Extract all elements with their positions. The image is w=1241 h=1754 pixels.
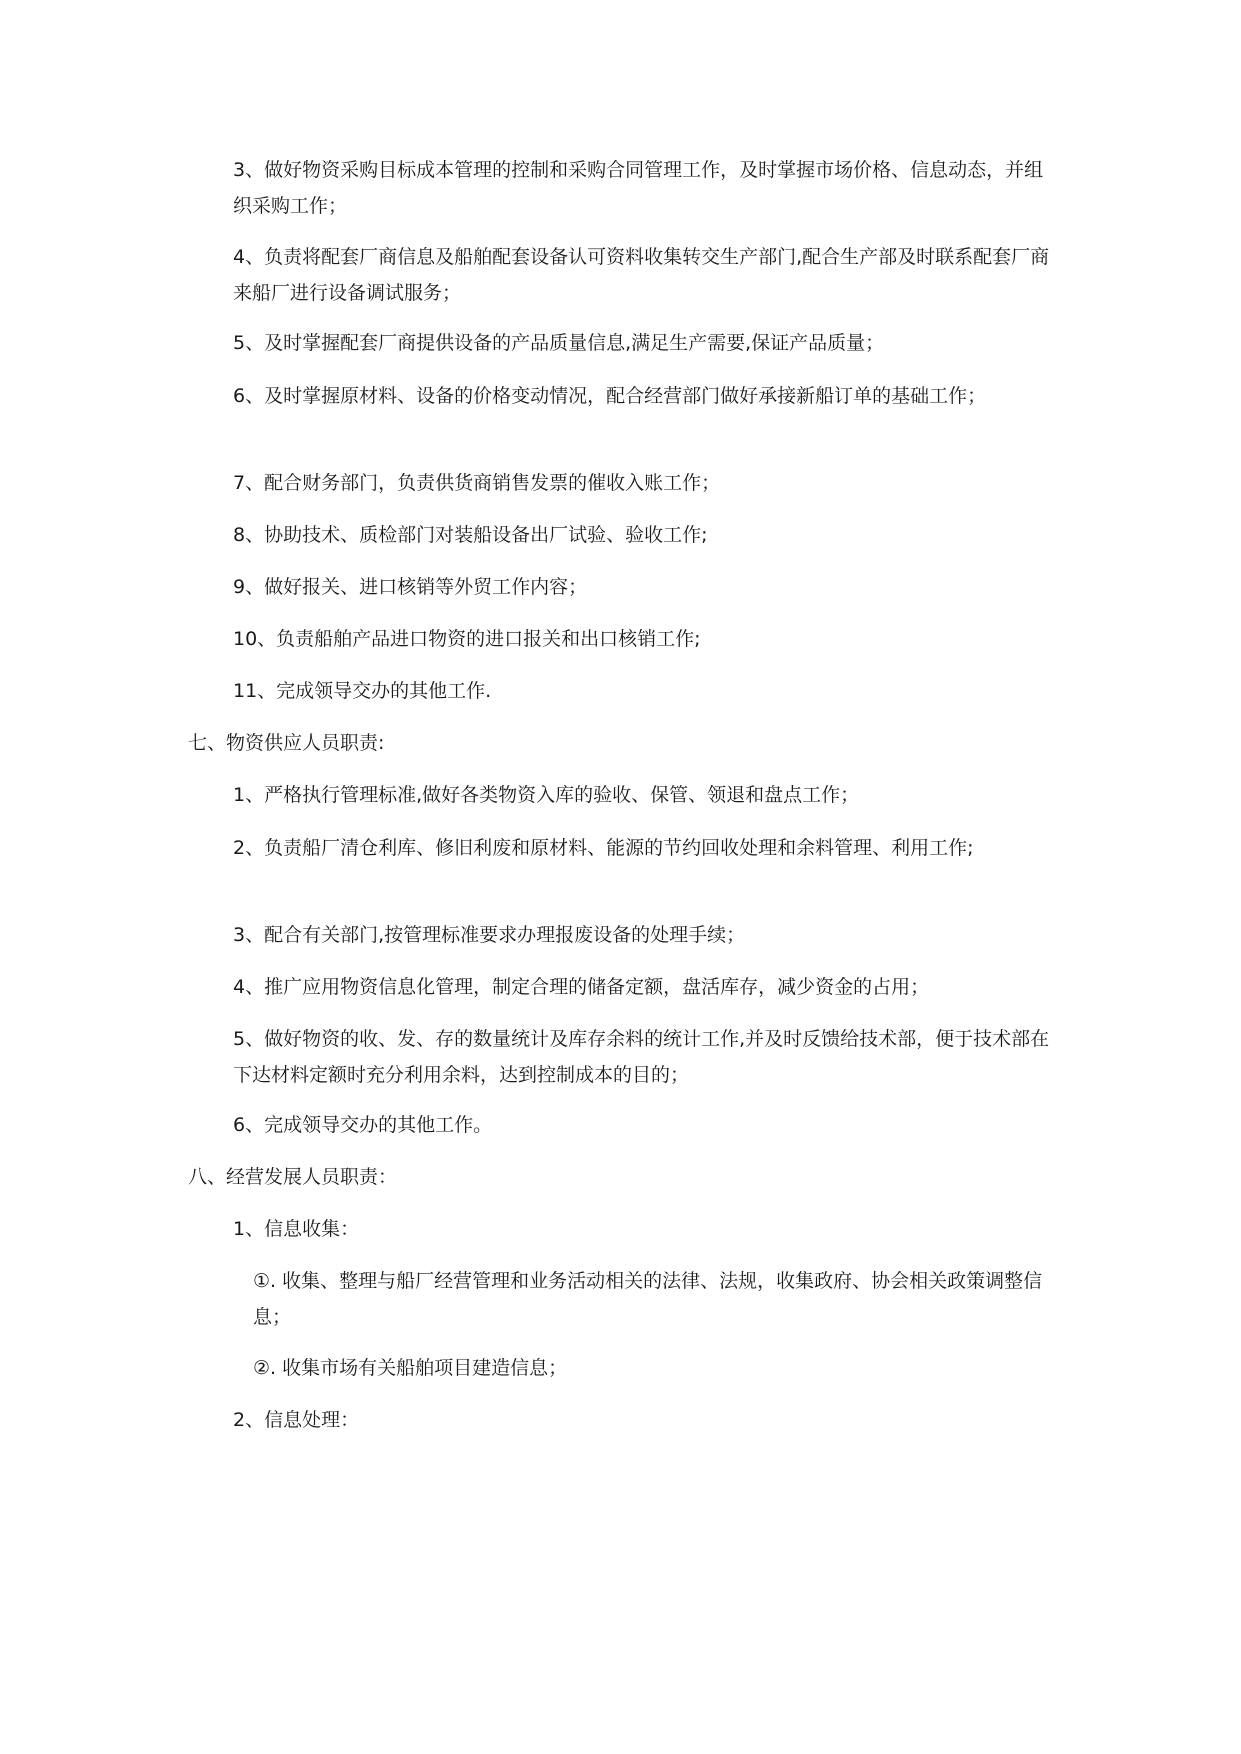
- list-item: 3、配合有关部门,按管理标准要求办理报废设备的处理手续；: [233, 924, 746, 946]
- section-heading: 七、物资供应人员职责:: [188, 732, 385, 754]
- list-item: 2、负责船厂清仓利库、修旧利废和原材料、能源的节约回收处理和余料管理、利用工作;: [233, 837, 974, 859]
- list-item: 6、完成领导交办的其他工作。: [233, 1114, 493, 1136]
- list-item: 9、做好报关、进口核销等外贸工作内容；: [233, 576, 588, 598]
- list-item: 8、协助技术、质检部门对装船设备出厂试验、验收工作;: [233, 524, 708, 546]
- sub-list-item: ①. 收集、整理与船厂经营管理和业务活动相关的法律、法规，收集政府、协会相关政策调整信息；: [253, 1270, 1043, 1328]
- list-item: 1、严格执行管理标准,做好各类物资入库的验收、保管、领退和盘点工作；: [233, 784, 860, 806]
- list-item: 6、及时掌握原材料、设备的价格变动情况，配合经营部门做好承接新船订单的基础工作；: [233, 385, 987, 407]
- list-item: 5、做好物资的收、发、存的数量统计及库存余料的统计工作,并及时反馈给技术部，便于技术部在下达材料定额时充分利用余料，达到控制成本的目的；: [233, 1028, 1050, 1086]
- sub-list-item: ②. 收集市场有关船舶项目建造信息；: [253, 1357, 568, 1379]
- list-item: 11、完成领导交办的其他工作.: [233, 680, 492, 702]
- list-item: 4、推广应用物资信息化管理，制定合理的储备定额，盘活库存，减少资金的占用；: [233, 976, 930, 998]
- list-item: 2、信息处理：: [233, 1409, 360, 1431]
- list-item: 3、做好物资采购目标成本管理的控制和采购合同管理工作，及时掌握市场价格、信息动态，并组织采购工作；: [233, 159, 1044, 217]
- list-item: 1、信息收集：: [233, 1218, 360, 1240]
- list-item: 5、及时掌握配套厂商提供设备的产品质量信息,满足生产需要,保证产品质量；: [233, 332, 885, 354]
- list-item: 4、负责将配套厂商信息及船舶配套设备认可资料收集转交生产部门,配合生产部及时联系配套厂商来船厂进行设备调试服务；: [233, 246, 1050, 304]
- list-item: 7、配合财务部门，负责供货商销售发票的催收入账工作；: [233, 472, 721, 494]
- list-item: 10、负责船舶产品进口物资的进口报关和出口核销工作;: [233, 628, 701, 650]
- section-heading: 八、经营发展人员职责：: [188, 1166, 398, 1188]
